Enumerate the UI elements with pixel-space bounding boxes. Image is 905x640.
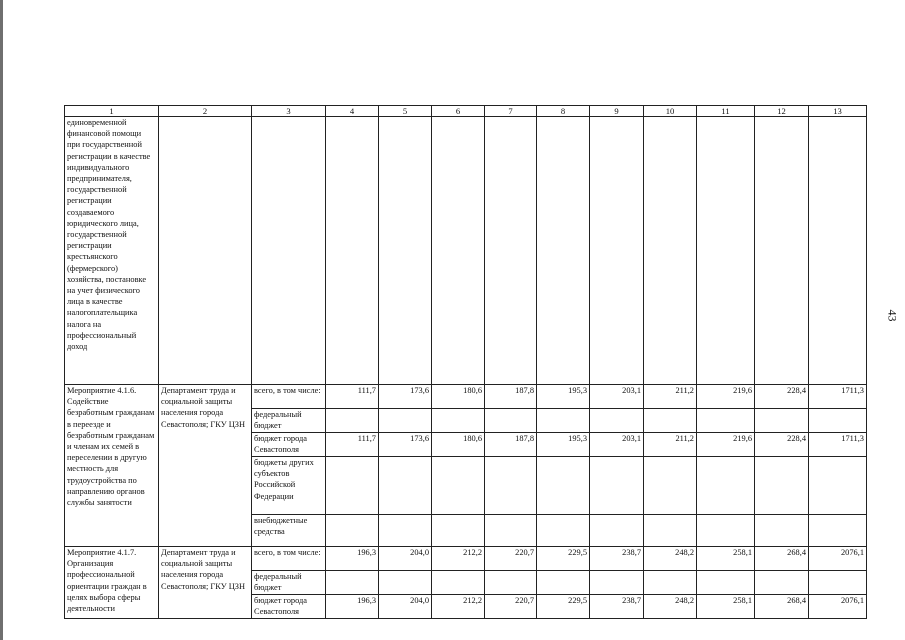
value-cell [326, 571, 379, 595]
value-cell: 203,1 [590, 433, 644, 457]
value-cell: 228,4 [755, 433, 809, 457]
value-cell: 268,4 [755, 547, 809, 571]
performer: Департамент труда и социальной защиты населения города Севастополя; ГКУ ЦЗН [159, 547, 252, 619]
value-cell [432, 409, 485, 433]
value-cell [755, 457, 809, 515]
value-cell [697, 571, 755, 595]
empty-cell [159, 117, 252, 385]
value-cell [644, 409, 697, 433]
value-cell [644, 571, 697, 595]
value-cell [697, 409, 755, 433]
value-cell: 248,2 [644, 595, 697, 619]
value-cell: 203,1 [590, 385, 644, 409]
empty-cell [485, 117, 537, 385]
value-cell: 211,2 [644, 433, 697, 457]
value-cell: 173,6 [379, 385, 432, 409]
value-cell [326, 457, 379, 515]
event-description-continued: единовременной финансовой помощи при государственной регистрации в качестве индивидуального предпринимателя, государственной регистрации создаваемого юридического лица, государственной регистрации крестьянского (фермерского) хозяйства, постановке на учет физического лица в качестве налогоплательщика налога на профессиональный доход [65, 117, 159, 385]
value-cell: 228,4 [755, 385, 809, 409]
empty-cell [755, 117, 809, 385]
performer: Департамент труда и социальной защиты населения города Севастополя; ГКУ ЦЗН [159, 385, 252, 547]
column-number: 1 [65, 106, 159, 117]
funding-source: федеральный бюджет [252, 409, 326, 433]
value-cell [755, 571, 809, 595]
value-cell [537, 515, 590, 547]
value-cell: 229,5 [537, 595, 590, 619]
value-cell [485, 409, 537, 433]
value-cell [326, 515, 379, 547]
value-cell: 220,7 [485, 595, 537, 619]
continuation-row [65, 117, 867, 385]
value-cell: 180,6 [432, 385, 485, 409]
value-cell [379, 571, 432, 595]
empty-cell [537, 117, 590, 385]
value-cell: 212,2 [432, 595, 485, 619]
value-cell: 212,2 [432, 547, 485, 571]
value-cell: 211,2 [644, 385, 697, 409]
value-cell: 204,0 [379, 547, 432, 571]
value-cell [590, 515, 644, 547]
funding-source: всего, в том числе: [252, 547, 326, 571]
value-cell [485, 457, 537, 515]
column-number: 4 [326, 106, 379, 117]
column-number: 9 [590, 106, 644, 117]
empty-cell [644, 117, 697, 385]
value-cell [590, 457, 644, 515]
value-cell [485, 571, 537, 595]
value-cell [537, 457, 590, 515]
funding-source: бюджет города Севастополя [252, 433, 326, 457]
program-table [64, 105, 867, 619]
value-cell [697, 515, 755, 547]
value-cell: 196,3 [326, 547, 379, 571]
empty-cell [379, 117, 432, 385]
value-cell [379, 457, 432, 515]
value-cell [432, 515, 485, 547]
value-cell: 195,3 [537, 385, 590, 409]
value-cell: 258,1 [697, 595, 755, 619]
column-number: 11 [697, 106, 755, 117]
column-number: 12 [755, 106, 809, 117]
funding-source: федеральный бюджет [252, 571, 326, 595]
value-cell: 219,6 [697, 433, 755, 457]
value-cell [697, 457, 755, 515]
value-cell: 204,0 [379, 595, 432, 619]
value-cell: 238,7 [590, 595, 644, 619]
column-number: 2 [159, 106, 252, 117]
value-cell [809, 515, 867, 547]
value-cell [644, 515, 697, 547]
table-row [65, 547, 867, 571]
value-cell [485, 515, 537, 547]
empty-cell [590, 117, 644, 385]
page-number: 43 [885, 309, 900, 322]
value-cell [590, 571, 644, 595]
value-cell [379, 515, 432, 547]
value-cell [809, 571, 867, 595]
value-cell: 187,8 [485, 433, 537, 457]
value-cell: 173,6 [379, 433, 432, 457]
value-cell [809, 457, 867, 515]
value-cell [809, 409, 867, 433]
value-cell [326, 409, 379, 433]
scan-edge [0, 0, 3, 640]
empty-cell [326, 117, 379, 385]
funding-source: бюджет города Севастополя [252, 595, 326, 619]
column-number: 5 [379, 106, 432, 117]
empty-cell [697, 117, 755, 385]
value-cell [432, 457, 485, 515]
value-cell: 1711,3 [809, 433, 867, 457]
table-row [65, 385, 867, 409]
value-cell [537, 571, 590, 595]
value-cell [755, 515, 809, 547]
funding-source: бюджеты других субъектов Российской Федерации [252, 457, 326, 515]
event-description: Мероприятие 4.1.7. Организация профессиональной ориентации граждан в целях выбора сферы деятельности [65, 547, 159, 619]
value-cell: 195,3 [537, 433, 590, 457]
event-description: Мероприятие 4.1.6. Содействие безработным гражданам в переезде и безработным гражданам и членам их семей в переселении в другую местность для трудоустройства по направлению органов службы занятости [65, 385, 159, 547]
value-cell: 1711,3 [809, 385, 867, 409]
value-cell: 248,2 [644, 547, 697, 571]
value-cell [537, 409, 590, 433]
value-cell: 187,8 [485, 385, 537, 409]
value-cell: 219,6 [697, 385, 755, 409]
value-cell: 2076,1 [809, 547, 867, 571]
column-number: 13 [809, 106, 867, 117]
value-cell [644, 457, 697, 515]
value-cell: 2076,1 [809, 595, 867, 619]
value-cell [432, 571, 485, 595]
empty-cell [252, 117, 326, 385]
column-number: 8 [537, 106, 590, 117]
column-number: 7 [485, 106, 537, 117]
value-cell [755, 409, 809, 433]
value-cell: 111,7 [326, 385, 379, 409]
value-cell: 229,5 [537, 547, 590, 571]
funding-source: внебюджетные средства [252, 515, 326, 547]
empty-cell [809, 117, 867, 385]
value-cell [590, 409, 644, 433]
empty-cell [432, 117, 485, 385]
value-cell: 238,7 [590, 547, 644, 571]
value-cell: 111,7 [326, 433, 379, 457]
column-number: 3 [252, 106, 326, 117]
funding-source: всего, в том числе: [252, 385, 326, 409]
column-number: 6 [432, 106, 485, 117]
value-cell: 258,1 [697, 547, 755, 571]
column-number-row [65, 106, 867, 117]
value-cell: 268,4 [755, 595, 809, 619]
column-number: 10 [644, 106, 697, 117]
value-cell: 180,6 [432, 433, 485, 457]
value-cell: 220,7 [485, 547, 537, 571]
value-cell [379, 409, 432, 433]
value-cell: 196,3 [326, 595, 379, 619]
